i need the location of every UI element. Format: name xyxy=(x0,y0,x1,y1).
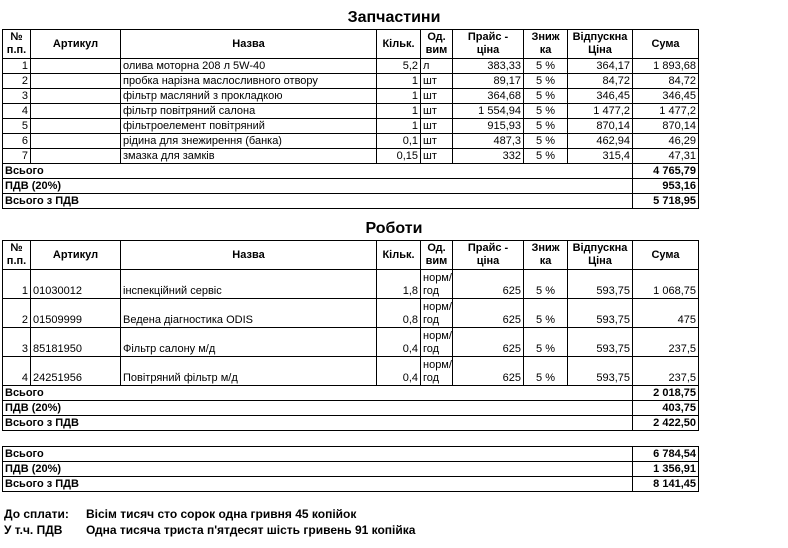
row-no: 3 xyxy=(3,328,31,357)
row-article xyxy=(31,134,121,149)
row-disc: 5 % xyxy=(524,104,568,119)
col-disc-header: Зниж ка xyxy=(524,30,568,59)
row-sell: 593,75 xyxy=(568,328,633,357)
row-unit: шт xyxy=(421,134,453,149)
row-price: 625 xyxy=(453,270,524,299)
row-name: фільтр масляний з прокладкою xyxy=(121,89,377,104)
row-disc: 5 % xyxy=(524,89,568,104)
row-sell: 84,72 xyxy=(568,74,633,89)
row-name: пробка нарізна маслосливного отвору xyxy=(121,74,377,89)
row-qty: 0,4 xyxy=(377,328,421,357)
row-sum: 475 xyxy=(633,299,699,328)
row-article xyxy=(31,59,121,74)
row-sum: 346,45 xyxy=(633,89,699,104)
row-article: 01509999 xyxy=(31,299,121,328)
col-name-header: Назва xyxy=(121,241,377,270)
grand-vat-row xyxy=(3,462,699,477)
row-qty: 5,2 xyxy=(377,59,421,74)
col-sum-header: Сума xyxy=(633,241,699,270)
col-sum-header: Сума xyxy=(633,30,699,59)
row-sum: 1 477,2 xyxy=(633,104,699,119)
row-sell: 462,94 xyxy=(568,134,633,149)
works-header-row xyxy=(3,241,699,270)
grand-vat-value: 1 356,91 xyxy=(633,462,699,477)
row-disc: 5 % xyxy=(524,357,568,386)
row-qty: 0,8 xyxy=(377,299,421,328)
row-qty: 1,8 xyxy=(377,270,421,299)
row-disc: 5 % xyxy=(524,74,568,89)
row-article: 85181950 xyxy=(31,328,121,357)
parts-table xyxy=(2,29,699,209)
total-with-vat-row xyxy=(3,194,699,209)
row-article xyxy=(31,104,121,119)
vat-included-label: У т.ч. ПДВ xyxy=(4,523,63,537)
row-sell: 593,75 xyxy=(568,357,633,386)
row-sum: 84,72 xyxy=(633,74,699,89)
row-no: 4 xyxy=(3,104,31,119)
row-name: рідина для знежирення (банка) xyxy=(121,134,377,149)
row-price: 625 xyxy=(453,299,524,328)
row-unit: шт xyxy=(421,149,453,164)
row-unit: норм/ год xyxy=(421,299,453,328)
row-sum: 47,31 xyxy=(633,149,699,164)
row-sum: 1 068,75 xyxy=(633,270,699,299)
vat-value: 403,75 xyxy=(633,401,699,416)
total-row xyxy=(3,164,699,179)
row-qty: 1 xyxy=(377,119,421,134)
row-price: 383,33 xyxy=(453,59,524,74)
row-disc: 5 % xyxy=(524,134,568,149)
row-no: 5 xyxy=(3,119,31,134)
grand-totals-table xyxy=(2,446,699,492)
col-unit-header: Од. вим xyxy=(421,241,453,270)
total-with-vat-row xyxy=(3,416,699,431)
row-sell: 593,75 xyxy=(568,270,633,299)
vat-label: ПДВ (20%) xyxy=(3,179,633,194)
row-no: 1 xyxy=(3,270,31,299)
row-sum: 237,5 xyxy=(633,357,699,386)
row-name: фільтроелемент повітряний xyxy=(121,119,377,134)
col-price-header: Прайс - ціна xyxy=(453,30,524,59)
row-no: 4 xyxy=(3,357,31,386)
row-article xyxy=(31,89,121,104)
col-qty-header: Кільк. xyxy=(377,241,421,270)
col-disc-header: Зниж ка xyxy=(524,241,568,270)
row-qty: 1 xyxy=(377,104,421,119)
row-unit: норм/ год xyxy=(421,357,453,386)
row-price: 625 xyxy=(453,357,524,386)
row-disc: 5 % xyxy=(524,59,568,74)
row-sell: 346,45 xyxy=(568,89,633,104)
row-price: 915,93 xyxy=(453,119,524,134)
row-sell: 593,75 xyxy=(568,299,633,328)
row-name: Фільтр салону м/д xyxy=(121,328,377,357)
row-no: 3 xyxy=(3,89,31,104)
row-sell: 870,14 xyxy=(568,119,633,134)
row-article: 24251956 xyxy=(31,357,121,386)
row-article: 01030012 xyxy=(31,270,121,299)
row-sum: 46,29 xyxy=(633,134,699,149)
parts-header-row xyxy=(3,30,699,59)
row-price: 1 554,94 xyxy=(453,104,524,119)
parts-title: Запчастини xyxy=(347,9,441,26)
row-sum: 870,14 xyxy=(633,119,699,134)
total-value: 2 018,75 xyxy=(633,386,699,401)
table-row xyxy=(3,134,699,149)
row-unit: шт xyxy=(421,89,453,104)
total-with-vat-label: Всього з ПДВ xyxy=(3,194,633,209)
table-row xyxy=(3,104,699,119)
row-unit: шт xyxy=(421,74,453,89)
row-price: 487,3 xyxy=(453,134,524,149)
row-article xyxy=(31,119,121,134)
vat-label: ПДВ (20%) xyxy=(3,401,633,416)
grand-total-value: 6 784,54 xyxy=(633,447,699,462)
vat-row xyxy=(3,179,699,194)
col-article-header: Артикул xyxy=(31,241,121,270)
row-price: 89,17 xyxy=(453,74,524,89)
grand-vat-label: ПДВ (20%) xyxy=(3,462,633,477)
grand-total-with-vat-value: 8 141,45 xyxy=(633,477,699,492)
total-with-vat-label: Всього з ПДВ xyxy=(3,416,633,431)
row-price: 364,68 xyxy=(453,89,524,104)
table-row xyxy=(3,299,699,328)
col-name-header: Назва xyxy=(121,30,377,59)
row-sell: 315,4 xyxy=(568,149,633,164)
row-disc: 5 % xyxy=(524,299,568,328)
row-article xyxy=(31,149,121,164)
row-name: Ведена діагностика ODIS xyxy=(121,299,377,328)
row-name: інспекційний сервіс xyxy=(121,270,377,299)
row-sum: 1 893,68 xyxy=(633,59,699,74)
grand-total-with-vat-label: Всього з ПДВ xyxy=(3,477,633,492)
grand-total-with-vat-row xyxy=(3,477,699,492)
total-value: 4 765,79 xyxy=(633,164,699,179)
row-price: 332 xyxy=(453,149,524,164)
to-pay-line xyxy=(4,507,356,521)
grand-total-row xyxy=(3,447,699,462)
to-pay-text: Вісім тисяч сто сорок одна гривня 45 копійок xyxy=(86,507,357,521)
row-no: 6 xyxy=(3,134,31,149)
total-with-vat-value: 5 718,95 xyxy=(633,194,699,209)
row-article xyxy=(31,74,121,89)
row-name: фільтр повітряний салона xyxy=(121,104,377,119)
row-disc: 5 % xyxy=(524,119,568,134)
vat-included-text: Одна тисяча триста п'ятдесят шість гривень 91 копійка xyxy=(86,523,416,537)
table-row xyxy=(3,89,699,104)
row-qty: 0,4 xyxy=(377,357,421,386)
table-row xyxy=(3,328,699,357)
row-qty: 0,1 xyxy=(377,134,421,149)
table-row xyxy=(3,270,699,299)
total-with-vat-value: 2 422,50 xyxy=(633,416,699,431)
total-label: Всього xyxy=(3,164,633,179)
row-qty: 1 xyxy=(377,74,421,89)
col-unit-header: Од. вим xyxy=(421,30,453,59)
row-disc: 5 % xyxy=(524,149,568,164)
grand-total-label: Всього xyxy=(3,447,633,462)
vat-row xyxy=(3,401,699,416)
vat-value: 953,16 xyxy=(633,179,699,194)
row-sell: 1 477,2 xyxy=(568,104,633,119)
col-article-header: Артикул xyxy=(31,30,121,59)
works-table xyxy=(2,240,699,431)
row-unit: норм/ год xyxy=(421,270,453,299)
col-sell-header: Відпускна Ціна xyxy=(568,30,633,59)
row-qty: 1 xyxy=(377,89,421,104)
row-unit: шт xyxy=(421,104,453,119)
row-price: 625 xyxy=(453,328,524,357)
total-label: Всього xyxy=(3,386,633,401)
col-no-header: № п.п. xyxy=(3,241,31,270)
col-price-header: Прайс - ціна xyxy=(453,241,524,270)
row-no: 2 xyxy=(3,299,31,328)
row-name: Повітряний фільтр м/д xyxy=(121,357,377,386)
table-row xyxy=(3,74,699,89)
total-row xyxy=(3,386,699,401)
row-unit: шт xyxy=(421,119,453,134)
table-row xyxy=(3,149,699,164)
row-unit: л xyxy=(421,59,453,74)
row-unit: норм/ год xyxy=(421,328,453,357)
table-row xyxy=(3,119,699,134)
row-disc: 5 % xyxy=(524,270,568,299)
table-row xyxy=(3,357,699,386)
works-title: Роботи xyxy=(365,220,423,237)
col-sell-header: Відпускна Ціна xyxy=(568,241,633,270)
row-name: змазка для замків xyxy=(121,149,377,164)
table-row xyxy=(3,59,699,74)
col-qty-header: Кільк. xyxy=(377,30,421,59)
row-qty: 0,15 xyxy=(377,149,421,164)
row-sell: 364,17 xyxy=(568,59,633,74)
row-disc: 5 % xyxy=(524,328,568,357)
row-no: 7 xyxy=(3,149,31,164)
row-sum: 237,5 xyxy=(633,328,699,357)
row-name: олива моторна 208 л 5W-40 xyxy=(121,59,377,74)
to-pay-label: До сплати: xyxy=(4,507,69,521)
row-no: 2 xyxy=(3,74,31,89)
col-no-header: № п.п. xyxy=(3,30,31,59)
row-no: 1 xyxy=(3,59,31,74)
vat-included-line xyxy=(4,523,415,537)
